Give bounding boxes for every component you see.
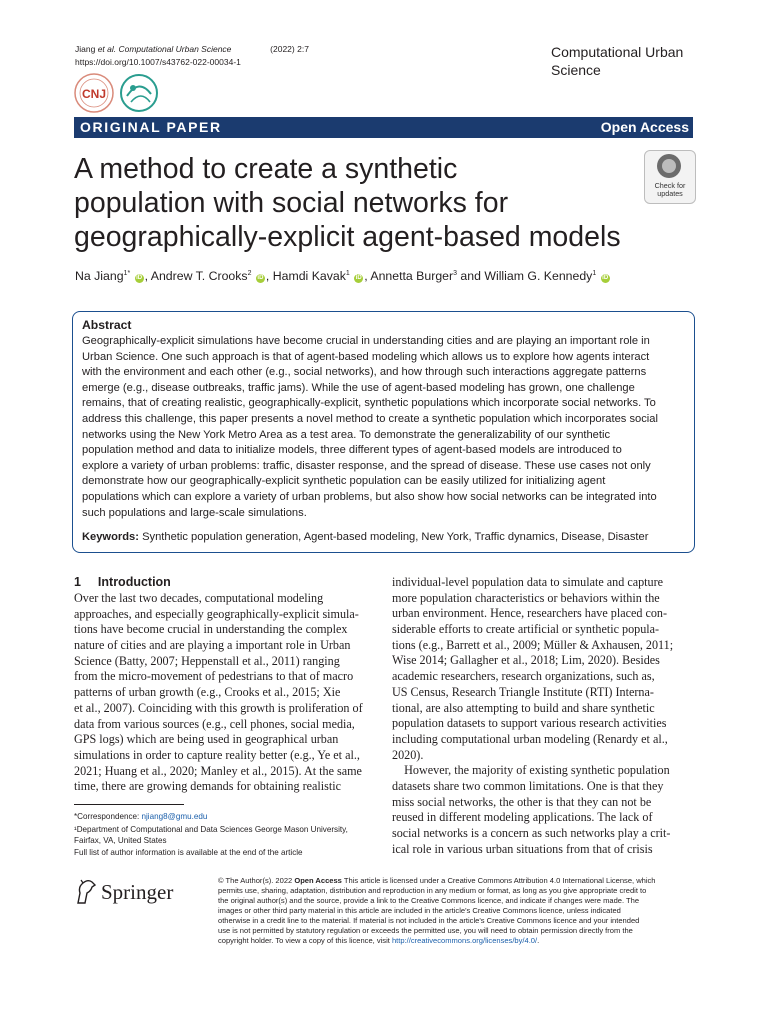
license-prefix: © The Author(s). 2022 — [218, 876, 295, 885]
author-name: Andrew T. Crooks — [150, 269, 248, 284]
license-line: copyright holder. To view a copy of this licence, visit — [218, 936, 392, 945]
orcid-icon[interactable]: iD — [136, 275, 143, 282]
author-info-note: Full list of author information is available at the end of the article — [74, 848, 303, 857]
body-line: more population characteristics or behaviors within the — [392, 590, 660, 605]
orcid-icon[interactable]: iD — [355, 275, 362, 282]
journal-logo — [117, 72, 161, 114]
section-heading — [74, 575, 171, 589]
body-line: et al., 2007). Coinciding with this growth is proliferation of — [74, 700, 363, 715]
journal-name-line1: Computational Urban — [551, 44, 684, 60]
affiliation-line: ¹Department of Computational and Data Sciences George Mason University, — [74, 825, 348, 834]
author[interactable] — [151, 269, 252, 283]
body-line: miss social networks, the other is that they can not be — [392, 794, 652, 809]
body-line: approaches, and especially geographically-explicit simula- — [74, 606, 359, 621]
citation-journal: Computational Urban Science — [116, 44, 232, 54]
keywords-label: Keywords: — [82, 531, 139, 543]
update-icon — [657, 154, 681, 178]
body-line: ical role in various urban situations from that of crisis — [392, 841, 653, 856]
article-type-banner — [74, 117, 693, 138]
citation-authors: Jiang — [75, 44, 98, 54]
body-line: including computational urban modeling (Renardy et al., — [392, 731, 668, 746]
journal-name — [551, 43, 721, 79]
body-column-right — [392, 575, 694, 857]
section-title: Introduction — [97, 575, 171, 589]
publisher-name: Springer — [101, 880, 174, 904]
article-type-label: ORIGINAL PAPER — [80, 119, 222, 135]
license-line: permits use, sharing, adaptation, distribution and reproduction in any medium or format, as long as you give appropriate credit to — [218, 886, 647, 895]
license-text — [218, 876, 696, 946]
body-line: reused in different modeling applications. The lack of — [392, 810, 653, 825]
abstract-line: address this challenge, this paper presents a novel method to create a synthetic population which incorporates social — [82, 412, 658, 425]
springer-horse-icon — [74, 879, 98, 910]
citation-year: (2022) 2:7 — [270, 44, 309, 54]
footnote-rule — [74, 804, 184, 805]
abstract-line: explore a variety of urban problems: traffic, disaster response, and the spread of disease. These use cases not only — [82, 459, 651, 472]
author-separator: and — [457, 269, 485, 284]
society-logo — [73, 72, 115, 114]
body-line: tional, are also attempting to build and share synthetic — [392, 700, 655, 715]
author[interactable] — [75, 269, 130, 283]
author-name: Hamdi Kavak — [272, 269, 346, 284]
body-line: Over the last two decades, computational modeling — [74, 591, 324, 605]
body-line: time, there are growing demands for obtaining realistic — [74, 779, 342, 794]
abstract-line: population method and data to initialize models, three different types of agent-based models are introduced to — [82, 444, 622, 457]
license-link[interactable]: http://creativecommons.org/licenses/by/4.0/ — [391, 936, 538, 945]
license-line: the original author(s) and the source, provide a link to the Creative Commons licence, and indicate if changes were made. The — [218, 896, 640, 905]
license-line: This article is licensed under a Creative Commons Attribution 4.0 International License, which — [341, 876, 656, 885]
check-updates-line2: updates — [657, 189, 683, 198]
open-access-label: Open Access — [600, 119, 689, 135]
body-line: nature of cities and are playing a important role in Urban — [74, 638, 351, 653]
body-line: population datasets to support various research activities — [392, 716, 667, 731]
license-open-access: Open Access — [294, 876, 342, 885]
author-separator: , — [265, 269, 273, 284]
author-affiliation: 1 — [592, 270, 597, 277]
citation-etal: et al. — [97, 44, 117, 54]
body-column-left — [74, 591, 376, 795]
body-line: from the micro-movement of pedestrians to that of macro — [74, 669, 354, 684]
check-for-updates-button[interactable] — [644, 150, 696, 204]
society-logo-text: CNJ — [81, 87, 107, 101]
author-name: William G. Kennedy — [484, 269, 593, 284]
abstract-heading: Abstract — [82, 318, 132, 332]
orcid-icon[interactable]: iD — [257, 275, 264, 282]
body-line: social networks is a concern as such networks play a crit- — [392, 826, 671, 840]
body-line: However, the majority of existing synthetic population — [392, 763, 670, 778]
abstract-line: Geographically-explicit simulations have become crucial in understanding cities and are playing an important role in — [82, 335, 650, 347]
affiliation-line: Fairfax, VA, United States — [74, 836, 167, 845]
check-updates-line1: Check for — [654, 181, 686, 190]
body-line: Wise 2014; Gallagher et al., 2018; Lim, 2020). Besides — [392, 653, 660, 668]
author-affiliation: 1* — [123, 270, 131, 277]
body-line: academic researchers, research organizations, such as, — [392, 669, 655, 684]
author[interactable] — [370, 269, 457, 283]
author-list — [75, 266, 695, 284]
keywords-list: Synthetic population generation, Agent-based modeling, New York, Traffic dynamics, Disease, Disaster — [142, 531, 649, 543]
body-line: siderable efforts to create artificial or synthetic popula- — [392, 622, 660, 637]
body-line: simulations in order to capture reality better (e.g., Ye et al., — [74, 747, 360, 762]
abstract-line: populations which can explore a variety of urban problems, but also show how social networks can be integrated into — [82, 490, 657, 503]
license-line: otherwise in a credit line to the material. If material is not included in the article's Creative Commons licence and your intended — [218, 916, 640, 925]
license-line: use is not permitted by statutory regulation or exceeds the permitted use, you will need to obtain permission directly from the — [218, 926, 633, 935]
author-affiliation: 2 — [247, 270, 252, 277]
author[interactable] — [273, 269, 350, 283]
body-line: individual-level population data to simulate and capture — [392, 575, 664, 589]
abstract-line: networks using the New York Metro Area as a test area. To demonstrate the generalizability of our synthetic — [82, 428, 611, 441]
body-line: tions have become crucial in understanding the complex — [74, 622, 348, 637]
section-number: 1 — [74, 575, 81, 589]
body-line: datasets share two common limitations. One is that they — [392, 778, 664, 793]
body-line: Science (Batty, 2007; Heppenstall et al., 2011) ranging — [74, 653, 340, 668]
author-name: Na Jiang — [75, 269, 124, 284]
body-line: 2020). — [392, 747, 424, 762]
body-line: tions (e.g., Barrett et al., 2009; Müller & Axhausen, 2011; — [392, 637, 674, 652]
correspondence-label: *Correspondence: — [74, 812, 142, 821]
orcid-icon[interactable]: iD — [602, 275, 609, 282]
title-line: geographically-explicit agent-based models — [74, 221, 621, 253]
journal-name-line2: Science — [551, 62, 601, 78]
body-line: patterns of urban growth (e.g., Crooks et al., 2015; Xie — [74, 685, 341, 700]
body-line: US Census, Research Triangle Institute (RTI) Interna- — [392, 684, 654, 699]
article-title — [74, 152, 664, 254]
abstract-line: such populations and large-scale simulations. — [82, 506, 307, 519]
title-line: A method to create a synthetic — [74, 153, 458, 185]
body-line: urban environment. Hence, researchers have placed con- — [392, 606, 668, 621]
author-separator: , — [364, 269, 371, 284]
abstract-line: demonstrate how our geographically-explicit synthetic population can be easily utilized for initializing agent — [82, 475, 606, 488]
author-name: Annetta Burger — [370, 269, 454, 284]
body-line: data from various sources (e.g., cell phones, social media, — [74, 716, 355, 731]
abstract-line: Urban Science. One such approach is that of agent-based modeling which allows us to explore how agents interact — [82, 350, 650, 363]
abstract-line: with the environment and each other (e.g., social networks), and how through such interactions aggregate patterns — [82, 366, 647, 379]
correspondence-note — [74, 811, 207, 822]
body-line: 2021; Huang et al., 2020; Manley et al., 2015). At the same — [74, 763, 362, 778]
author-separator: , — [144, 269, 151, 284]
license-suffix: . — [537, 936, 540, 945]
abstract-box — [72, 311, 695, 553]
citation-line — [75, 44, 309, 55]
author-affiliation: 3 — [453, 270, 457, 277]
author-affiliation: 1 — [345, 270, 350, 277]
doi-link[interactable]: https://doi.org/10.1007/s43762-022-00034-1 — [75, 57, 241, 67]
keywords — [82, 530, 689, 545]
abstract-text — [82, 334, 689, 521]
author[interactable] — [484, 269, 596, 283]
abstract-line: remains, that of creating realistic, geographically-explicit, synthetic populations which incorporate social networks. To — [82, 397, 656, 410]
abstract-line: emerge (e.g., disease outbreaks, traffic jams). While the use of agent-based modeling has grown, one challenge — [82, 381, 635, 394]
correspondence-email-link[interactable]: njiang8@gmu.edu — [141, 812, 208, 821]
license-line: images or other third party material in this article are included in the article's Creative Commons licence, unless indicated — [218, 906, 621, 915]
body-line: GPS logs) which are being used in geographical urban — [74, 732, 339, 747]
title-line: population with social networks for — [74, 187, 509, 219]
